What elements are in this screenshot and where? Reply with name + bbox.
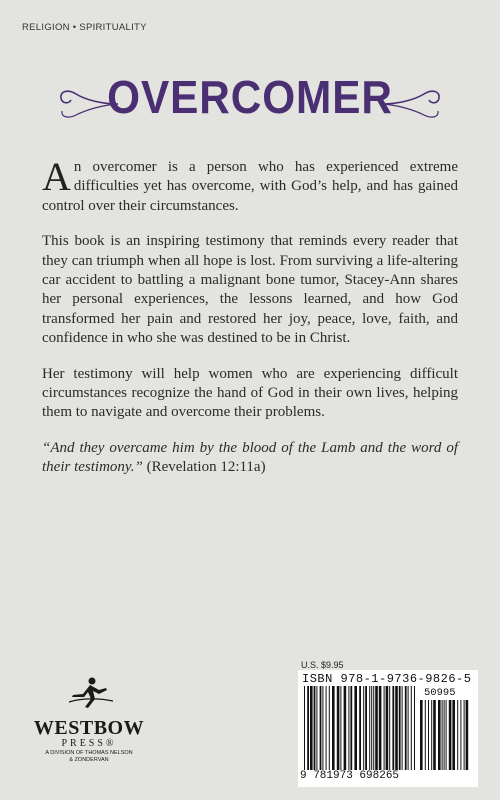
- book-title: OVERCOMER: [107, 71, 393, 123]
- runner-logo-icon: [59, 676, 119, 710]
- addon-barcode-bars: [420, 700, 472, 770]
- right-flourish-icon: [380, 84, 444, 124]
- intro-paragraph: [42, 154, 458, 216]
- barcode: [298, 670, 478, 787]
- publisher-division: A DIVISION OF THOMAS NELSON & ZONDERVAN: [45, 750, 133, 763]
- back-cover-text: [42, 154, 458, 494]
- quote-reference: (Revelation 12:11a): [146, 459, 266, 476]
- ean-number: 9 781973 698265: [300, 770, 400, 782]
- price-label: U.S. $9.95: [301, 660, 344, 670]
- publisher-logo: [22, 676, 156, 764]
- category-label: RELIGION • SPIRITUALITY: [22, 22, 147, 33]
- publisher-name: WESTBOW: [33, 717, 145, 739]
- drop-cap: A: [42, 154, 71, 199]
- intro-text: n overcomer is a person who has experienced extreme difficulties yet has overcome, with God’s help, and has gained control over their circumstances.: [42, 159, 458, 214]
- publisher-press: PRESS®: [61, 738, 117, 749]
- quote-text: “And they overcame him by the blood of the Lamb and the word of their testimony.”: [42, 439, 458, 476]
- paragraph-3: Her testimony will help women who are experiencing difficult circumstances recognize the hand of God in their own lives, helping them to navigate and overcome their problems.: [42, 365, 458, 421]
- isbn-number: ISBN 978-1-9736-9826-5: [302, 672, 472, 686]
- paragraph-2: This book is an inspiring testimony that reminds every reader that they can triumph when all hope is lost. From surviving a life-altering car accident to battling a malignant bone tumor, Stacey-Ann shares her personal experiences, the lessons learned, and how God transformed her pain and restored her joy, peace, love, faith, and confidence in who she was destined to be in Christ.: [42, 233, 458, 347]
- scripture-quote: [42, 439, 458, 478]
- price-addon-number: 50995: [424, 687, 456, 699]
- title-banner: [0, 66, 500, 136]
- ean-barcode-bars: [304, 686, 416, 770]
